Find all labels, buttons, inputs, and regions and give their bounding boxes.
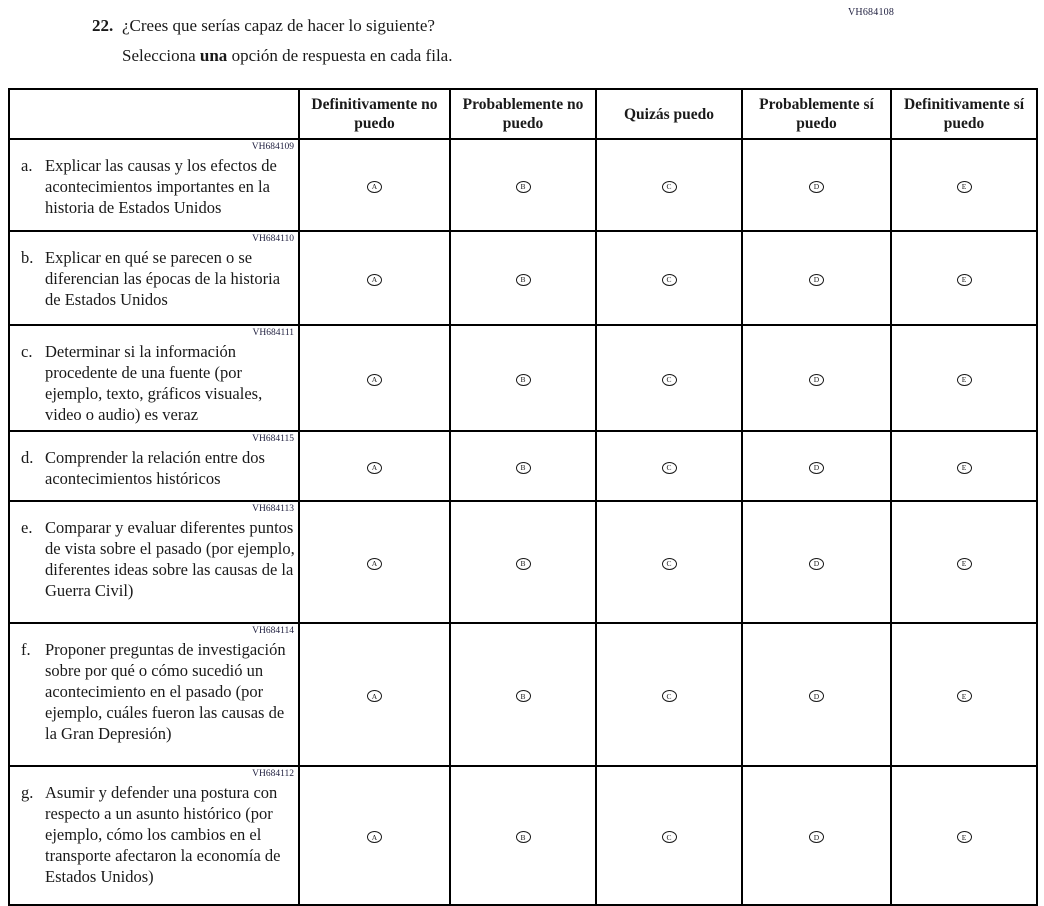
row-accession-code: VH684114	[252, 626, 294, 636]
column-header-quizas-puedo: Quizás puedo	[596, 89, 742, 139]
item-cell	[9, 766, 299, 905]
row-item-body: Determinar si la información procedente de una fuente (por ejemplo, texto, gráficos visuales, video o audio) es veraz	[45, 342, 263, 424]
option-cell-e-row-e	[891, 501, 1037, 623]
table-row-g	[9, 766, 1037, 905]
option-cell-e-row-a	[891, 139, 1037, 231]
option-cell-b-row-a	[450, 139, 596, 231]
item-cell	[9, 501, 299, 623]
option-cell-b-row-c	[450, 325, 596, 431]
option-bubble-e-row-g[interactable]: E	[957, 831, 972, 843]
option-bubble-e-row-f[interactable]: E	[957, 690, 972, 702]
row-item-text	[18, 155, 296, 218]
option-cell-c-row-a	[596, 139, 742, 231]
row-item-body: Proponer preguntas de investigación sobre por qué o cómo sucedió un acontecimiento en el pasado (por ejemplo, cuáles fueron las causas de la Gran Depresión)	[45, 640, 286, 743]
option-cell-c-row-d	[596, 431, 742, 501]
question-accession-code: VH684108	[848, 7, 895, 18]
option-cell-b-row-e	[450, 501, 596, 623]
option-bubble-d-row-g[interactable]: D	[809, 831, 824, 843]
option-bubble-b-row-d[interactable]: B	[516, 462, 531, 474]
option-cell-c-row-c	[596, 325, 742, 431]
row-item-text	[18, 447, 296, 489]
option-bubble-b-row-b[interactable]: B	[516, 274, 531, 286]
row-item-letter: g.	[21, 783, 34, 802]
option-cell-b-row-g	[450, 766, 596, 905]
table-row-b	[9, 231, 1037, 325]
row-accession-code: VH684112	[252, 769, 294, 779]
option-cell-e-row-c	[891, 325, 1037, 431]
option-cell-c-row-b	[596, 231, 742, 325]
option-bubble-c-row-d[interactable]: C	[662, 462, 677, 474]
option-bubble-e-row-a[interactable]: E	[957, 181, 972, 193]
instruction-suffix: opción de respuesta en cada fila.	[227, 46, 453, 65]
row-accession-code: VH684113	[252, 504, 294, 514]
option-bubble-c-row-b[interactable]: C	[662, 274, 677, 286]
option-cell-c-row-f	[596, 623, 742, 766]
option-cell-d-row-c	[742, 325, 891, 431]
option-cell-e-row-b	[891, 231, 1037, 325]
item-cell	[9, 623, 299, 766]
table-row-e	[9, 501, 1037, 623]
option-bubble-d-row-f[interactable]: D	[809, 690, 824, 702]
table-row-d	[9, 431, 1037, 501]
row-accession-code: VH684109	[251, 142, 294, 152]
option-bubble-d-row-e[interactable]: D	[809, 558, 824, 570]
option-bubble-c-row-a[interactable]: C	[662, 181, 677, 193]
row-item-body: Explicar en qué se parecen o se diferencian las épocas de la historia de Estados Unidos	[45, 248, 281, 309]
option-bubble-b-row-a[interactable]: B	[516, 181, 531, 193]
option-cell-a-row-g	[299, 766, 450, 905]
row-accession-code: VH684115	[252, 434, 294, 444]
option-bubble-a-row-d[interactable]: A	[367, 462, 382, 474]
option-cell-d-row-d	[742, 431, 891, 501]
table-row-a	[9, 139, 1037, 231]
option-cell-a-row-b	[299, 231, 450, 325]
row-item-body: Comparar y evaluar diferentes puntos de vista sobre el pasado (por ejemplo, diferentes ideas sobre las causas de la Guerra Civil)	[45, 518, 295, 600]
option-cell-a-row-a	[299, 139, 450, 231]
row-item-letter: c.	[21, 342, 33, 361]
option-bubble-a-row-e[interactable]: A	[367, 558, 382, 570]
row-item-text	[18, 247, 296, 310]
item-cell	[9, 139, 299, 231]
item-cell	[9, 231, 299, 325]
option-bubble-b-row-g[interactable]: B	[516, 831, 531, 843]
row-item-letter: a.	[21, 156, 33, 175]
option-cell-d-row-b	[742, 231, 891, 325]
option-bubble-a-row-a[interactable]: A	[367, 181, 382, 193]
option-cell-b-row-b	[450, 231, 596, 325]
question-instruction	[122, 46, 792, 66]
row-item-body: Comprender la relación entre dos acontecimientos históricos	[45, 448, 265, 488]
question-header	[92, 16, 792, 66]
option-cell-c-row-g	[596, 766, 742, 905]
column-header-probablemente-no-puedo: Probablemente no puedo	[450, 89, 596, 139]
option-bubble-b-row-c[interactable]: B	[516, 374, 531, 386]
option-bubble-a-row-g[interactable]: A	[367, 831, 382, 843]
row-accession-code: VH684110	[252, 234, 294, 244]
option-cell-b-row-d	[450, 431, 596, 501]
option-bubble-b-row-e[interactable]: B	[516, 558, 531, 570]
item-cell	[9, 325, 299, 431]
table-row-f	[9, 623, 1037, 766]
row-accession-code: VH684111	[252, 328, 294, 338]
option-bubble-d-row-d[interactable]: D	[809, 462, 824, 474]
option-cell-a-row-f	[299, 623, 450, 766]
option-cell-e-row-f	[891, 623, 1037, 766]
option-bubble-a-row-b[interactable]: A	[367, 274, 382, 286]
option-cell-d-row-g	[742, 766, 891, 905]
option-cell-a-row-c	[299, 325, 450, 431]
option-cell-d-row-a	[742, 139, 891, 231]
row-item-text	[18, 341, 296, 425]
option-cell-d-row-e	[742, 501, 891, 623]
row-item-letter: d.	[21, 448, 34, 467]
row-item-body: Explicar las causas y los efectos de acontecimientos importantes en la historia de Estados Unidos	[45, 156, 277, 217]
option-bubble-e-row-c[interactable]: E	[957, 374, 972, 386]
option-bubble-c-row-c[interactable]: C	[662, 374, 677, 386]
row-item-text	[18, 517, 296, 601]
question-number: 22.	[92, 16, 114, 35]
row-item-letter: f.	[21, 640, 31, 659]
option-bubble-d-row-a[interactable]: D	[809, 181, 824, 193]
response-grid	[8, 88, 1038, 906]
option-bubble-e-row-b[interactable]: E	[957, 274, 972, 286]
option-bubble-d-row-c[interactable]: D	[809, 374, 824, 386]
option-bubble-e-row-e[interactable]: E	[957, 558, 972, 570]
option-cell-c-row-e	[596, 501, 742, 623]
table-row-c	[9, 325, 1037, 431]
row-item-letter: b.	[21, 248, 34, 267]
row-item-text	[18, 639, 296, 744]
option-bubble-d-row-b[interactable]: D	[809, 274, 824, 286]
column-header-definitivamente-si-puedo: Definitivamente sí puedo	[891, 89, 1037, 139]
option-cell-a-row-d	[299, 431, 450, 501]
row-item-body: Asumir y defender una postura con respecto a un asunto histórico (por ejemplo, cómo los cambios en el transporte afectaron la economía de Estados Unidos)	[45, 783, 281, 886]
option-bubble-a-row-c[interactable]: A	[367, 374, 382, 386]
row-item-text	[18, 782, 296, 887]
option-cell-e-row-g	[891, 766, 1037, 905]
column-header-definitivamente-no-puedo: Definitivamente no puedo	[299, 89, 450, 139]
option-cell-b-row-f	[450, 623, 596, 766]
option-bubble-b-row-f[interactable]: B	[516, 690, 531, 702]
instruction-prefix: Selecciona	[122, 46, 200, 65]
header-row	[9, 89, 1037, 139]
question-text: ¿Crees que serías capaz de hacer lo siguiente?	[122, 16, 435, 35]
option-bubble-a-row-f[interactable]: A	[367, 690, 382, 702]
column-header-probablemente-si-puedo: Probablemente sí puedo	[742, 89, 891, 139]
option-cell-d-row-f	[742, 623, 891, 766]
option-bubble-c-row-f[interactable]: C	[662, 690, 677, 702]
option-bubble-e-row-d[interactable]: E	[957, 462, 972, 474]
option-cell-a-row-e	[299, 501, 450, 623]
row-item-letter: e.	[21, 518, 33, 537]
option-bubble-c-row-g[interactable]: C	[662, 831, 677, 843]
option-cell-e-row-d	[891, 431, 1037, 501]
header-corner-cell	[9, 89, 299, 139]
instruction-bold-word: una	[199, 46, 228, 65]
option-bubble-c-row-e[interactable]: C	[662, 558, 677, 570]
item-cell	[9, 431, 299, 501]
